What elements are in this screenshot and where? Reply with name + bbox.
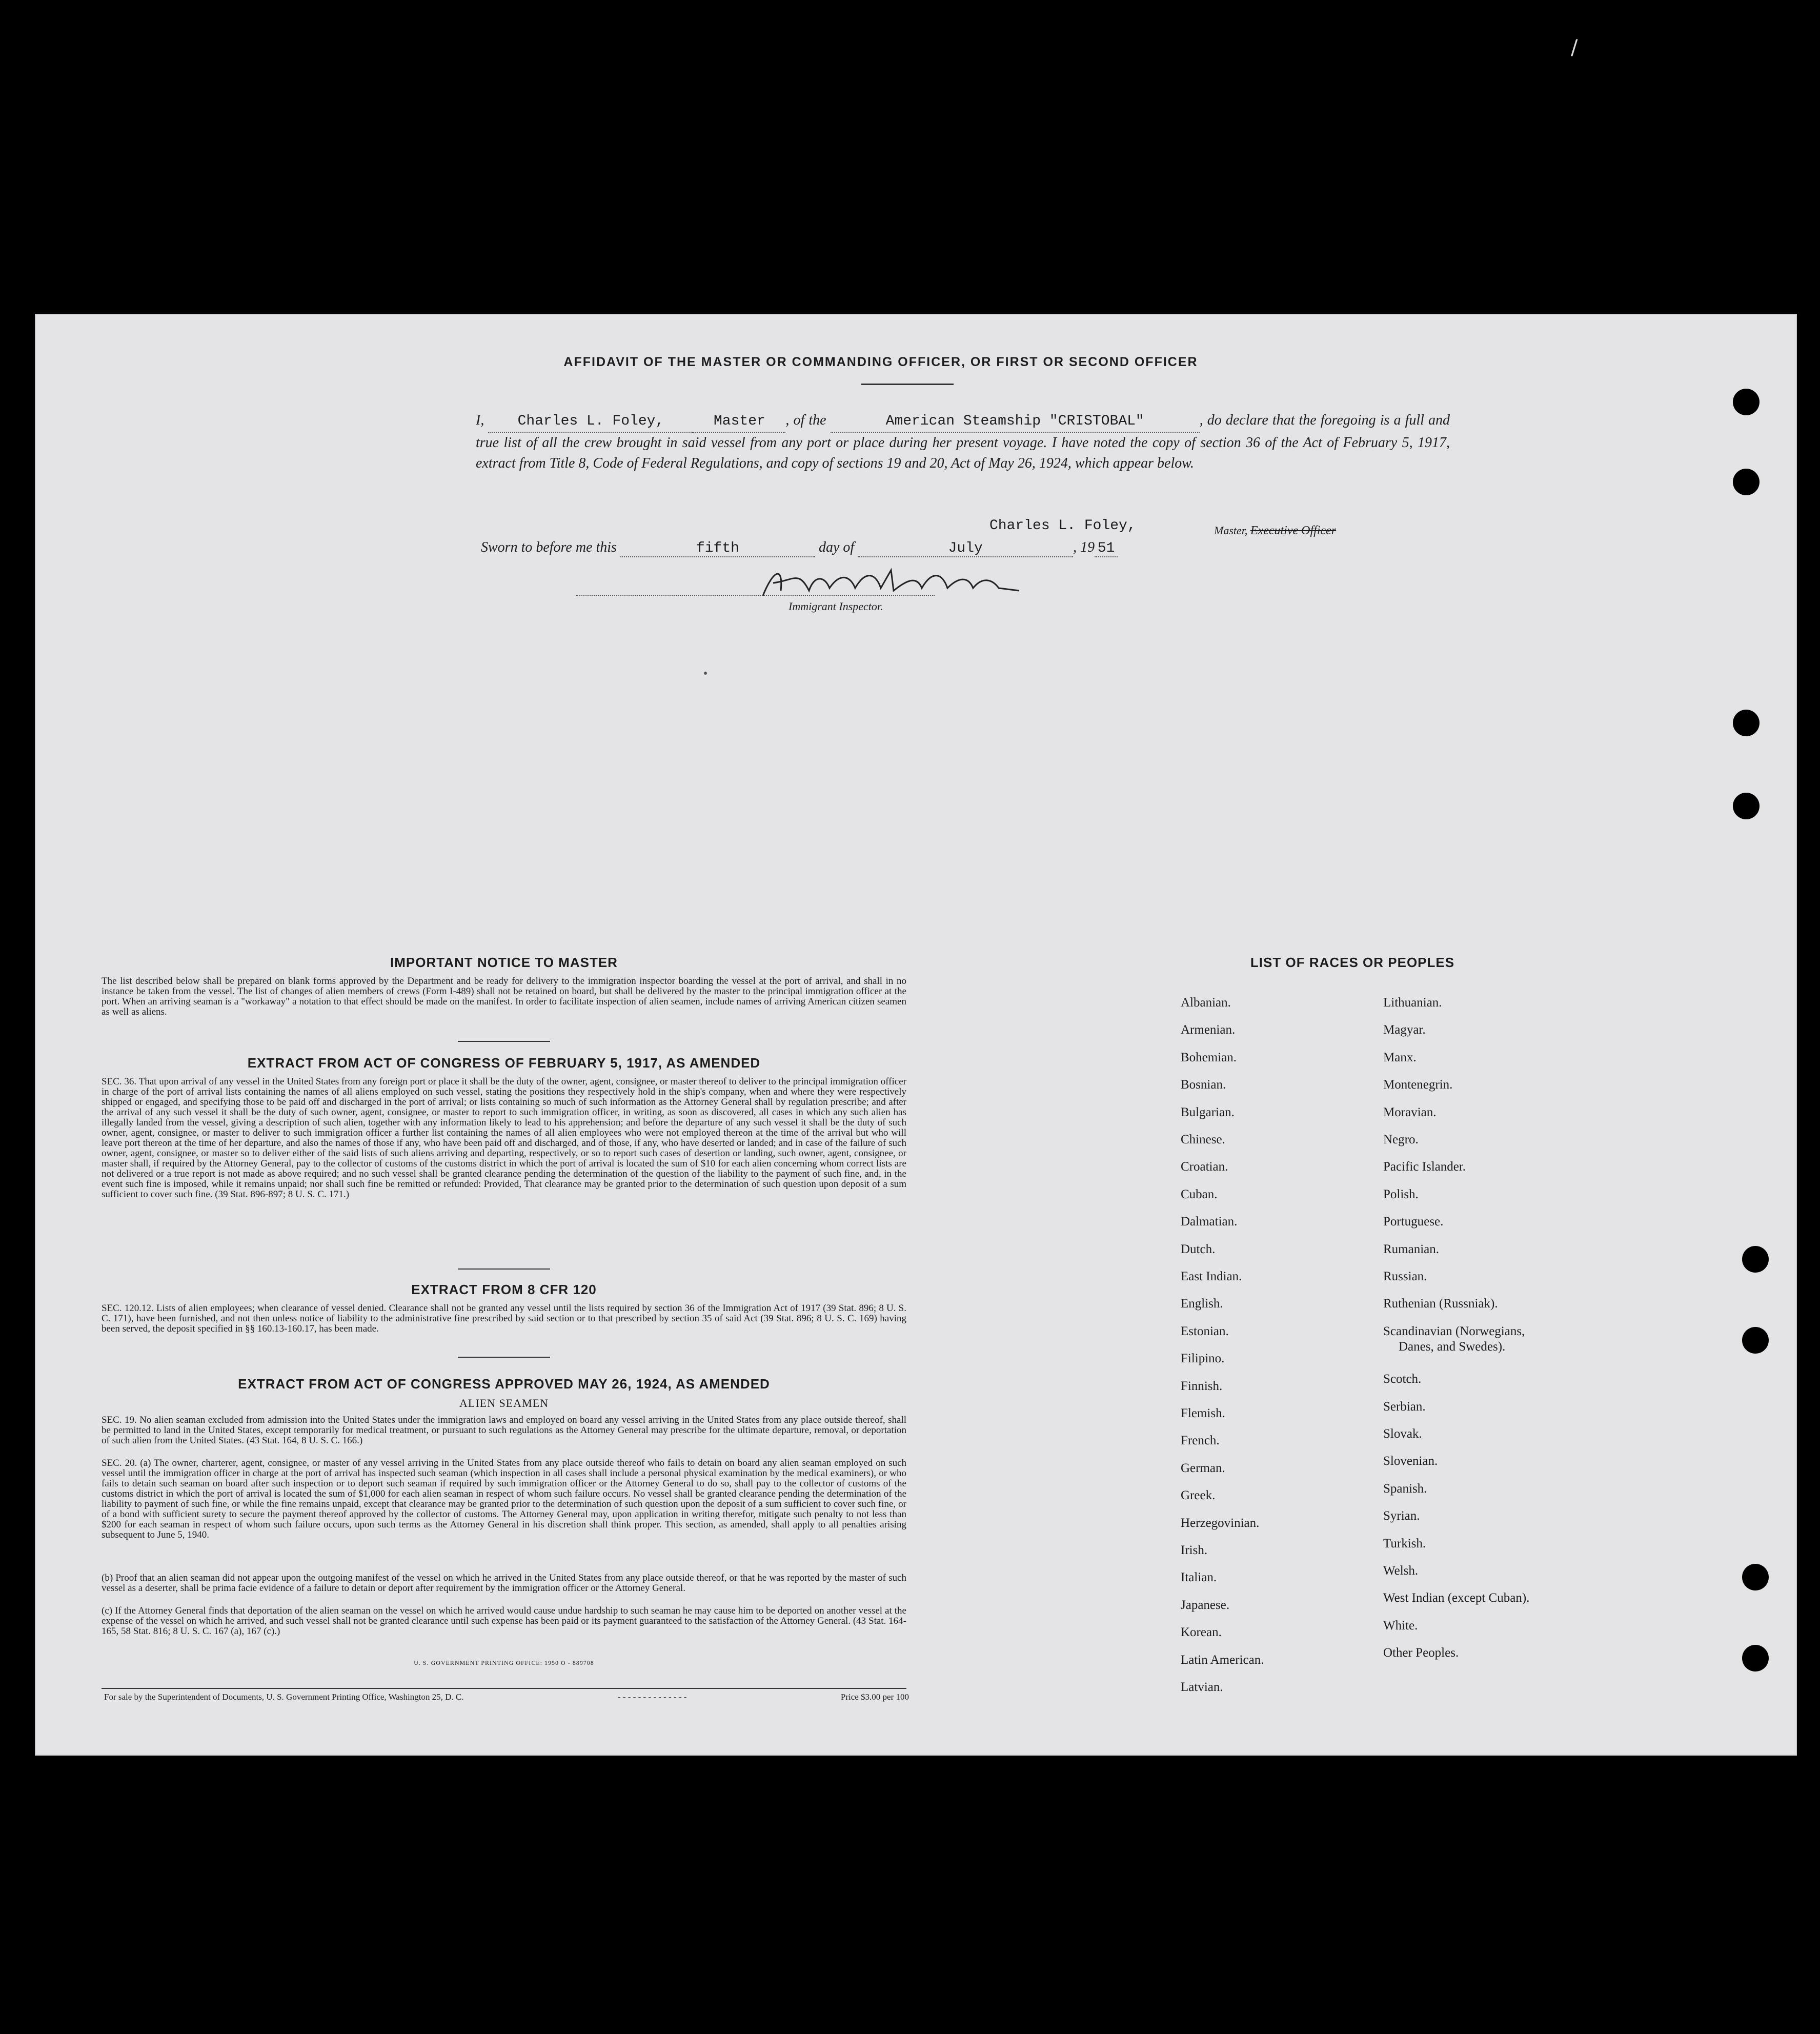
of-the-text: , of the (785, 412, 826, 428)
race-item: West Indian (except Cuban). (1383, 1591, 1530, 1605)
race-item: Magyar. (1383, 1023, 1426, 1037)
punch-hole (1742, 1645, 1769, 1671)
vessel-value: American Steamship "CRISTOBAL" (885, 413, 1144, 429)
race-item: Croatian. (1181, 1160, 1228, 1174)
stray-mark (704, 672, 707, 675)
scan-corner-mark: / (1571, 36, 1578, 59)
extract-1917-text: SEC. 36. That upon arrival of any vessel in the United States from any foreign port or place it shall be the duty of the owner, agent, consignee, or master thereof to deliver to the principal immigration officer in charge of the port of arrival lists containing the names of all aliens employed on such vessel, stating the positions they respectively hold in the ship's company, when and where they were respectively shipped or engaged, and specifying those to be paid off and discharged in the port of arrival; or lists containing so much of such information as the Attorney General shall by regulation prescribe; and after the arrival of any such vessel it shall be the duty of such owner, agent, consignee, or master to report to such immigration officer, in writing, as soon as discovered, all cases in which any such alien has illegally landed from the vessel, giving a description of such alien, together with any information likely to lead to his apprehension; and before the departure of any such vessel it shall be the duty of such owner, agent, consignee, or master to deliver to such immigration officer a further list containing the names of all alien employees who were not employed thereon at the time of the arrival but who will leave port thereon at the time of her departure, and also the names of those if any, who have been paid off and discharged, and of those, if any, who have deserted or landed; and in case of the failure of such owner, agent, consignee, or master so to deliver either of the said lists of such aliens arriving and departing, respectively, or so to report such cases of desertion or landing, such owner, agent, consignee, or master shall, if required by the Attorney General, pay to the collector of customs of the customs district in which the port of arrival is located the sum of $10 for each alien concerning whom correct lists are not delivered or a true report is not made as above required; and no such vessel shall be granted clearance pending the determination of the question of the liability to the payment of such fine, and, in the event such fine is imposed, while it remains unpaid; nor shall such fine be remitted or refunded: Provided, That clearance may be granted prior to the determination of such question upon deposit of a sum sufficient to cover such fine. (39 Stat. 896-897; 8 U. S. C. 171.) (102, 1076, 906, 1200)
race-item: White. (1383, 1618, 1418, 1633)
document-page (35, 314, 1797, 1756)
footer-rule (102, 1688, 906, 1689)
sworn-prefix: Sworn to before me this (481, 539, 617, 555)
extract-1924-p1: SEC. 19. No alien seaman excluded from admission into the United States under the immigration laws and employed on board any vessel arriving in the United States from any place outside thereof, shall be permitted to land in the United States, except temporarily for medical treatment, or pursuant to such regulations as the Attorney General may prescribe for the ultimate departure, removal, or deportation of such alien from the United States. (43 Stat. 164, 8 U. S. C. 166.) (102, 1415, 906, 1446)
race-item: Spanish. (1383, 1481, 1427, 1496)
race-item: Bulgarian. (1181, 1105, 1235, 1119)
price-text: Price $3.00 per 100 (840, 1692, 909, 1702)
notice-title: IMPORTANT NOTICE TO MASTER (390, 955, 618, 970)
race-item: Bohemian. (1181, 1050, 1237, 1064)
signature-line (576, 595, 935, 596)
declaration-paragraph (476, 410, 1450, 474)
day-value: fifth (696, 540, 739, 556)
master-name-value: Charles L. Foley, (517, 413, 664, 429)
notice-text: The list described below shall be prepared on blank forms approved by the Department and be ready for delivery to the immigration inspector boarding the vessel at the port of arrival, and shall in no instance be taken from the vessel. The list of changes of alien members of crews (Form I-489) shall not be retained on board, but shall be delivered by the master to the principal immigration officer at the port. When an arriving seaman is a "workaway" a notation to that effect should be made on the manifest. In order to facilitate inspection of alien seamen, include names of arriving American citizen seamen as well as aliens. (102, 976, 906, 1017)
day-field (620, 539, 815, 557)
sworn-line (481, 539, 1250, 557)
master-name-field (488, 410, 693, 433)
race-item: Slovak. (1383, 1427, 1422, 1441)
declaration-i: I, (476, 412, 484, 428)
master-title (1214, 524, 1336, 538)
race-item: Polish. (1383, 1187, 1419, 1201)
race-item: Ruthenian (Russniak). (1383, 1297, 1498, 1311)
race-item: Flemish. (1181, 1406, 1225, 1420)
races-title: LIST OF RACES OR PEOPLES (1250, 955, 1455, 970)
extract-1917-divider (458, 1268, 550, 1270)
punch-hole (1742, 1564, 1769, 1590)
punch-hole (1742, 1327, 1769, 1354)
race-item: Irish. (1181, 1543, 1208, 1557)
rank-value: Master (714, 413, 765, 429)
extract-1917-title: EXTRACT FROM ACT OF CONGRESS OF FEBRUARY 5, 1917, AS AMENDED (247, 1055, 761, 1071)
race-item: Slovenian. (1383, 1454, 1438, 1468)
race-item: Herzegovinian. (1181, 1516, 1260, 1530)
race-item: Italian. (1181, 1570, 1217, 1585)
race-item: Serbian. (1383, 1399, 1426, 1414)
race-item: Moravian. (1383, 1105, 1437, 1119)
extract-cfr-text: SEC. 120.12. Lists of alien employees; when clearance of vessel denied. Clearance shall not be granted any vessel until the lists required by section 36 of the Immigration Act of 1917 (39 Stat. 896; 8 U. S. C. 171), have been furnished, and not then unless notice of liability to the administrative fine prescribed by said section or to that prescribed by section 35 of said Act (39 Stat. 896; 8 U. S. C. 169) having been served, the deposit specified in §§ 160.13-160.17, has been made. (102, 1303, 906, 1334)
race-item: Manx. (1383, 1050, 1417, 1064)
race-item: English. (1181, 1297, 1223, 1311)
footer-line (104, 1692, 909, 1702)
inspector-label: Immigrant Inspector. (788, 600, 883, 613)
signer-name: Charles L. Foley, (989, 518, 1136, 534)
race-item: Estonian. (1181, 1324, 1229, 1338)
race-item: Latvian. (1181, 1680, 1223, 1694)
footer-dots: - - - - - - - - - - - - - - (617, 1692, 687, 1702)
inspector-signature (753, 560, 1029, 606)
notice-divider (458, 1041, 550, 1042)
race-item: Bosnian. (1181, 1078, 1226, 1092)
race-item: Welsh. (1383, 1564, 1419, 1578)
race-item: Negro. (1383, 1133, 1419, 1146)
race-item: Greek. (1181, 1488, 1216, 1503)
punch-hole (1733, 710, 1760, 736)
year-prefix: , 19 (1073, 539, 1095, 555)
extract-1924-p3: (b) Proof that an alien seaman did not appear upon the outgoing manifest of the vessel on which he arrived in the United States from any place outside thereof, or that he was reported by the master of such vessel as a deserter, shall be prima facie evidence of a failure to detain or deport after requirement by the immigration officer or the Attorney General. (102, 1573, 906, 1594)
race-item: Lithuanian. (1383, 996, 1442, 1010)
struck-title: Executive Officer (1250, 524, 1337, 537)
month-field (858, 539, 1073, 557)
race-item: Scotch. (1383, 1372, 1422, 1386)
race-item: Rumanian. (1383, 1242, 1440, 1256)
race-item: East Indian. (1181, 1270, 1242, 1283)
race-item: Chinese. (1181, 1133, 1225, 1146)
race-item: Filipino. (1181, 1352, 1225, 1366)
punch-hole (1733, 793, 1760, 819)
race-item: French. (1181, 1434, 1220, 1448)
race-item: Albanian. (1181, 996, 1231, 1010)
extract-1924-title: EXTRACT FROM ACT OF CONGRESS APPROVED MAY 26, 1924, AS AMENDED (238, 1376, 770, 1392)
extract-1924-p4: (c) If the Attorney General finds that deportation of the alien seaman on the vessel on which he arrived would cause undue hardship to such seaman he may cause him to be deported on another vessel at the expense of the vessel on which he arrived, and such vessel shall not be granted clearance until such expense has been paid or its payment guaranteed to the satisfaction of the Attorney General. (43 Stat. 164-165, 58 Stat. 816; 8 U. S. C. 167 (a), 167 (c).) (102, 1605, 906, 1637)
extract-cfr-divider (458, 1357, 550, 1358)
race-item: Russian. (1383, 1270, 1427, 1283)
punch-hole (1733, 389, 1760, 415)
month-value: July (948, 540, 983, 556)
race-item: Other Peoples. (1383, 1646, 1459, 1660)
signer-line (989, 517, 1136, 534)
extract-1924-subtitle: ALIEN SEAMEN (459, 1397, 549, 1409)
title-divider (861, 384, 954, 385)
do-declare-text: , do declare (1199, 412, 1268, 428)
affidavit-title: AFFIDAVIT OF THE MASTER OR COMMANDING OFFICER, OR FIRST OR SECOND OFFICER (563, 355, 1198, 369)
race-item: Montenegrin. (1383, 1078, 1453, 1092)
rank-field (693, 410, 785, 433)
race-item: Dutch. (1181, 1242, 1216, 1256)
extract-cfr-title: EXTRACT FROM 8 CFR 120 (411, 1282, 597, 1297)
race-item: Cuban. (1181, 1187, 1218, 1201)
extract-1924-p2: SEC. 20. (a) The owner, charterer, agent, consignee, or master of any vessel arriving in the United States from any place outside thereof who fails to detain on board any alien seaman employed on such vessel until the immigration officer in charge at the port of arrival has inspected such seaman (which inspection in all cases shall include a personal physical examination by the medical examiners), or who fails to detain such seaman on board after such inspection or to deport such seaman if required by such immigration officer or the Attorney General to do so, shall pay to the collector of customs of the customs district in which the port of arrival is located the sum of $1,000 for each alien seaman in respect of whom such failure occurs. No vessel shall be granted clearance pending the determination of the liability to payment of such fine, or while the fine remains unpaid, except that clearance may be granted prior to the determination of such question upon the deposit of a sum sufficient to cover such fine, or of a bond with sufficient surety to secure the payment thereof approved by the collector of customs. The Attorney General may, upon application in writing therefor, mitigate such penalty to not less than $200 for each seaman in respect of whom such failure occurs, upon such terms as the Attorney General in his discretion shall think proper. This section, as amended, shall apply to all penalties arising subsequent to June 5, 1940. (102, 1458, 906, 1540)
race-item: Japanese. (1181, 1598, 1230, 1612)
race-item: German. (1181, 1461, 1225, 1475)
day-of-text: day of (818, 539, 855, 555)
punch-hole (1742, 1246, 1769, 1273)
declaration-body: that the foregoing is a full and true list of all the crew brought in said vessel from any port or place during her present voyage. I have noted the copy of section 36 of the Act of February 5, 1917, extract from Title 8, Code of Federal Regulations, and copy of sections 19 and 20, Act of May 26, 1924, which appear below. (476, 412, 1450, 471)
for-sale-text: For sale by the Superintendent of Documents, U. S. Government Printing Office, Washington 25, D. C. (104, 1692, 464, 1702)
vessel-field (831, 410, 1200, 433)
year-value: 51 (1095, 540, 1118, 557)
master-label: Master, (1214, 524, 1248, 537)
race-item: Turkish. (1383, 1536, 1426, 1550)
race-item: Scandinavian (Norwegians, (1383, 1324, 1525, 1338)
race-item: Pacific Islander. (1383, 1160, 1466, 1174)
race-item: Syrian. (1383, 1509, 1420, 1523)
race-item: Dalmatian. (1181, 1215, 1238, 1229)
printing-office-note: U. S. GOVERNMENT PRINTING OFFICE: 1950 O - 889708 (414, 1659, 594, 1666)
race-item: Armenian. (1181, 1023, 1236, 1037)
race-item: Finnish. (1181, 1379, 1223, 1393)
punch-hole (1733, 469, 1760, 495)
race-item: Korean. (1181, 1625, 1222, 1640)
race-item: Portuguese. (1383, 1215, 1444, 1229)
race-item: Danes, and Swedes). (1399, 1339, 1506, 1354)
race-item: Latin American. (1181, 1653, 1264, 1667)
